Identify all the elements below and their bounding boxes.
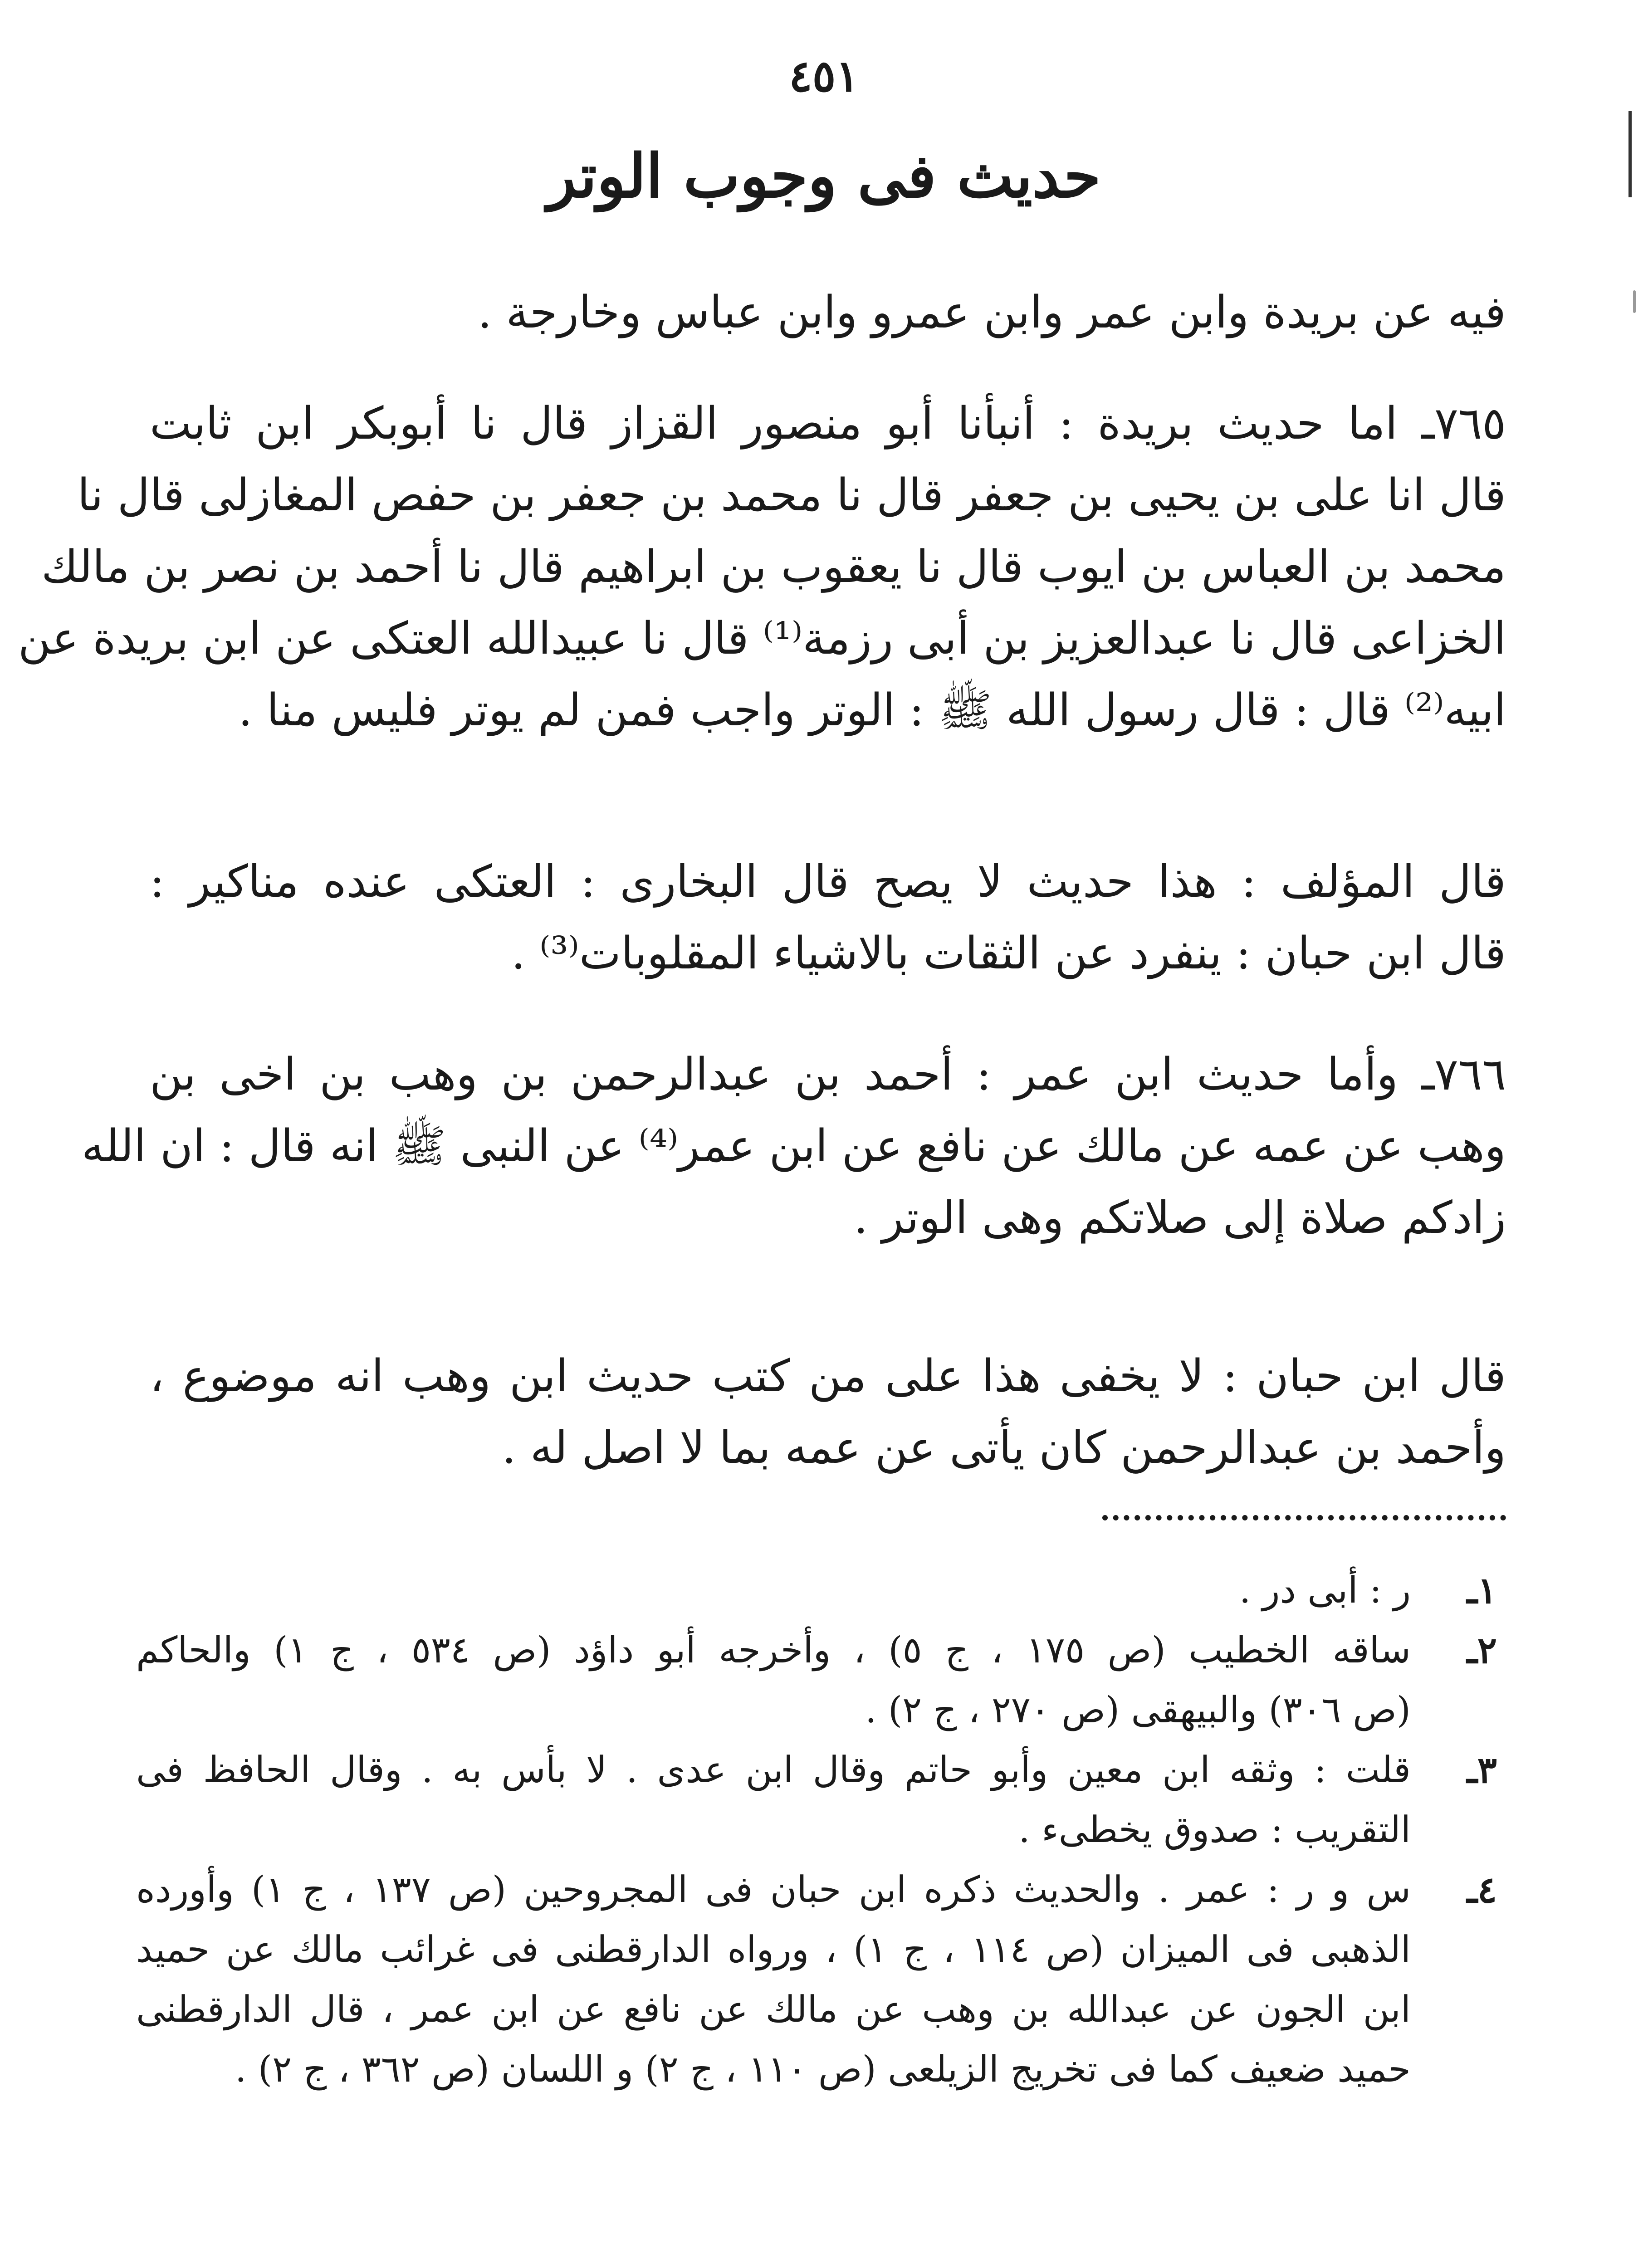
footnote-number: ٤ـ	[1467, 1868, 1497, 1911]
scan-edge-speck	[1633, 290, 1636, 313]
text-line: قال ابن حبان : لا يخفى هذا على من كتب حديث ابن وهب انه موضوع ،	[150, 1350, 1506, 1402]
footnote-number: ٣ـ	[1467, 1749, 1497, 1791]
text-line: ٧٦٥ـ اما حديث بريدة : أنبأنا أبو منصور القزاز قال نا أبوبكر ابن ثابت	[150, 398, 1506, 450]
footnote-line: قلت : وثقه ابن معين وأبو حاتم وقال ابن عدى . لا بأس به . وقال الحافظ فى	[136, 1749, 1411, 1791]
footnote-item	[136, 1860, 1497, 2099]
footnote-line: ابن الجون عن عبدالله بن وهب عن مالك عن نافع عن ابن عمر ، قال الدارقطنى	[136, 1988, 1411, 2030]
text-line: قال المؤلف : هذا حديث لا يصح قال البخارى : العتكى عنده مناكير :	[150, 856, 1506, 908]
footnote-item	[136, 1620, 1497, 1740]
author-comment-paragraph	[150, 846, 1506, 989]
hadith-766-paragraph	[81, 1039, 1506, 1254]
footnote-item	[136, 1560, 1497, 1620]
ibn-hibban-paragraph	[150, 1340, 1506, 1484]
intro-paragraph	[150, 277, 1506, 348]
text-line: محمد بن العباس بن ايوب قال نا يعقوب بن ابراهيم قال نا أحمد بن نصر بن مالك	[41, 541, 1506, 593]
text-line: فيه عن بريدة وابن عمر وابن عمرو وابن عباس وخارجة .	[478, 287, 1506, 338]
footnote-line: (ص ٣٠٦) والبيهقى (ص ٢٧٠ ، ج ٢) .	[865, 1689, 1411, 1731]
footnote-number: ٢ـ	[1467, 1629, 1497, 1672]
text-line: وأحمد بن عبدالرحمن كان يأتى عن عمه بما لا اصل له .	[502, 1422, 1506, 1474]
footnote-divider	[1102, 1515, 1506, 1520]
text-line: قال ابن حبان : ينفرد عن الثقات بالاشياء المقلوبات⁽³⁾ .	[511, 928, 1506, 979]
footnotes	[136, 1560, 1497, 2099]
footnote-line: حميد ضعيف كما فى تخريج الزيلعى (ص ١١٠ ، ج ٢) و اللسان (ص ٣٦٢ ، ج ٢) .	[235, 2048, 1411, 2090]
footnote-number: ١ـ	[1467, 1569, 1497, 1612]
chapter-title: حديث فى وجوب الوتر	[547, 141, 1101, 211]
footnote-line: س و ر : عمر . والحديث ذكره ابن حبان فى المجروحين (ص ١٣٧ ، ج ١) وأورده	[136, 1868, 1411, 1911]
text-line: ٧٦٦ـ وأما حديث ابن عمر : أحمد بن عبدالرحمن بن وهب بن اخى بن	[150, 1049, 1506, 1100]
footnote-item	[136, 1740, 1497, 1860]
text-line: قال انا على بن يحيى بن جعفر قال نا محمد بن جعفر بن حفص المغازلى قال نا	[77, 469, 1506, 521]
page-number: ٤٥١	[789, 50, 859, 102]
text-line: زادكم صلاة إلى صلاتكم وهى الوتر .	[854, 1192, 1506, 1244]
text-line: الخزاعى قال نا عبدالعزيز بن أبى رزمة⁽¹⁾ قال نا عبيدالله العتكى عن ابن بريدة عن	[18, 613, 1506, 665]
footnote-line: الذهبى فى الميزان (ص ١١٤ ، ج ١) ، ورواه الدارقطنى فى غرائب مالك عن حميد	[136, 1928, 1411, 1970]
footnote-line: التقريب : صدوق يخطىء .	[1018, 1809, 1411, 1851]
text-line: وهب عن عمه عن مالك عن نافع عن ابن عمر⁽⁴⁾ عن النبى ﷺ انه قال : ان الله	[81, 1120, 1506, 1172]
footnote-line: ساقه الخطيب (ص ١٧٥ ، ج ٥) ، وأخرجه أبو داؤد (ص ٥٣٤ ، ج ١) والحاكم	[136, 1629, 1411, 1671]
footnote-line: ر : أبى در .	[1239, 1569, 1411, 1611]
text-line: ابيه⁽²⁾ قال : قال رسول الله ﷺ : الوتر واجب فمن لم يوتر فليس منا .	[238, 684, 1506, 736]
hadith-765-paragraph	[18, 388, 1506, 746]
scan-edge-mark	[1628, 111, 1632, 197]
